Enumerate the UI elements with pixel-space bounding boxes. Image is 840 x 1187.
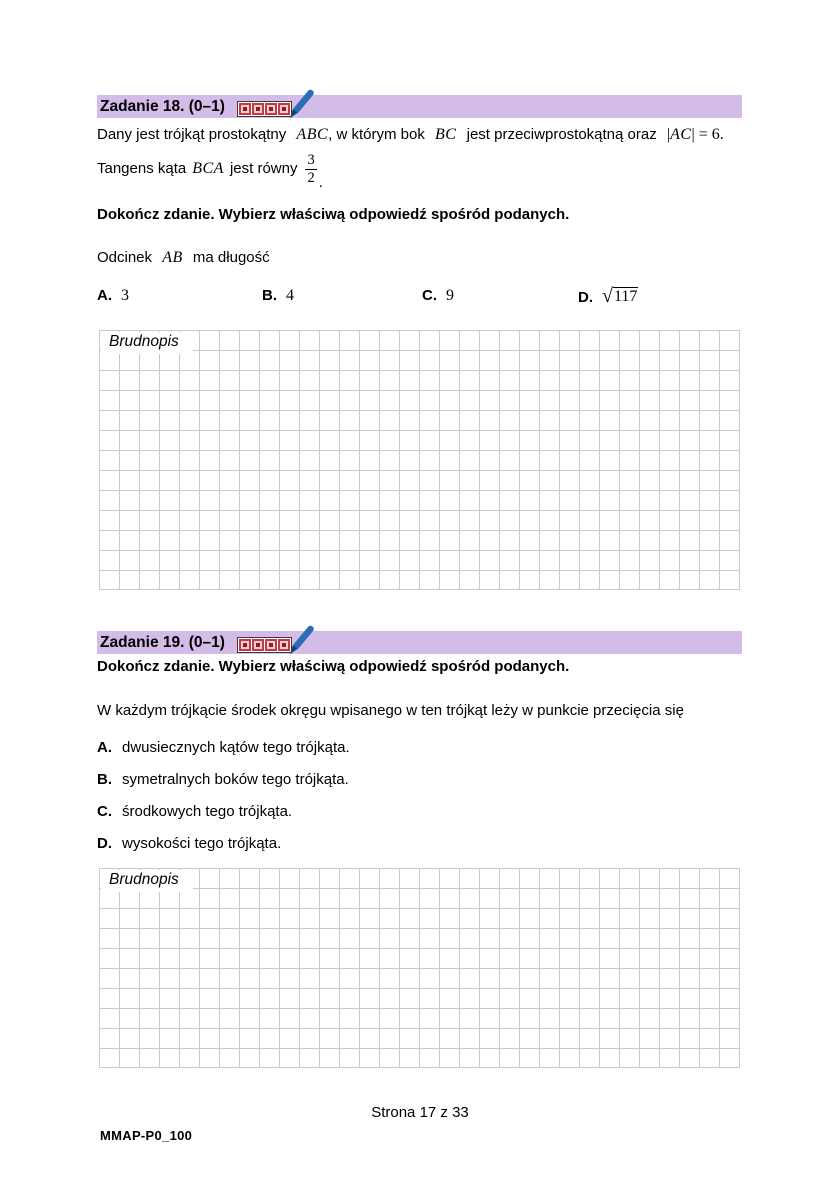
answer-option-c	[422, 287, 454, 305]
option-label: D.	[97, 835, 112, 852]
task19-statement: W każdym trójkącie środek okręgu wpisanego w ten trójkąt leży w punkcie przecięcia się	[97, 702, 684, 719]
answer-label: A.	[97, 287, 112, 304]
answer-boxes-icon	[237, 101, 292, 117]
task19-title: Zadanie 19. (0–1)	[100, 634, 225, 651]
fraction-numerator: 3	[307, 151, 315, 168]
option-text: środkowych tego trójkąta.	[122, 803, 293, 820]
task18-scratchpad-grid	[99, 330, 740, 590]
option-text: symetralnych boków tego trójkąta.	[122, 771, 349, 788]
pen-icon	[287, 624, 314, 657]
option-text: wysokości tego trójkąta.	[122, 835, 282, 852]
option-d	[97, 835, 281, 852]
task19-header-bar	[97, 631, 742, 654]
radicand: 117	[613, 288, 638, 305]
square-root-expression	[602, 287, 638, 305]
task19-scratchpad-grid	[99, 868, 740, 1068]
answer-boxes-icon	[237, 637, 292, 653]
text-segment: jest równy	[229, 160, 298, 177]
math-fraction	[305, 152, 316, 186]
math-var-ac: AC	[670, 126, 692, 143]
answer-option-d	[578, 287, 638, 306]
option-c	[97, 803, 292, 820]
task18-title: Zadanie 18. (0–1)	[100, 98, 225, 115]
text-segment: .	[318, 174, 323, 191]
task18-statement-line2	[97, 150, 757, 191]
answer-sheet-pen-icon	[237, 88, 314, 121]
text-segment: Odcinek	[97, 249, 157, 266]
math-var-bc: BC	[435, 126, 457, 143]
math-var-bca: BCA	[192, 160, 224, 177]
task18-instruction: Dokończ zdanie. Wybierz właściwą odpowiedź spośród podanych.	[97, 206, 570, 223]
task18-statement-line1	[97, 125, 757, 145]
text-segment: jest przeciwprostokątną oraz	[462, 126, 661, 143]
math-var-ab: AB	[162, 249, 183, 266]
task19-instruction: Dokończ zdanie. Wybierz właściwą odpowiedź spośród podanych.	[97, 658, 570, 675]
answer-value: 4	[286, 287, 294, 304]
scratchpad-label: Brudnopis	[101, 332, 193, 354]
answer-option-a	[97, 287, 129, 305]
task18-answer-row	[97, 287, 757, 317]
radical-sign: √	[602, 285, 613, 307]
answer-sheet-pen-icon	[237, 624, 314, 657]
option-label: B.	[97, 771, 112, 788]
math-abs-open: |	[666, 126, 671, 143]
answer-label: C.	[422, 287, 437, 304]
math-var-abc: ABC	[296, 126, 329, 143]
task18-header-bar	[97, 95, 742, 118]
answer-label: B.	[262, 287, 277, 304]
option-text: dwusiecznych kątów tego trójkąta.	[122, 739, 350, 756]
task18-question	[97, 248, 757, 268]
option-b	[97, 771, 349, 788]
answer-label: D.	[578, 289, 593, 306]
text-segment: ma długość	[188, 249, 270, 266]
pen-icon	[287, 88, 314, 121]
text-segment: Tangens kąta	[97, 160, 187, 177]
answer-value: 9	[446, 287, 454, 304]
math-abs-close: | = 6.	[691, 126, 724, 143]
text-segment: Dany jest trójkąt prostokątny	[97, 126, 291, 143]
document-code: MMAP-P0_100	[100, 1128, 193, 1143]
option-a	[97, 739, 350, 756]
answer-value: 3	[121, 287, 129, 304]
option-label: A.	[97, 739, 112, 756]
answer-option-b	[262, 287, 294, 305]
page-number: Strona 17 z 33	[371, 1104, 469, 1121]
option-label: C.	[97, 803, 112, 820]
text-segment: , w którym bok	[328, 126, 429, 143]
scratchpad-label: Brudnopis	[101, 870, 193, 892]
fraction-denominator: 2	[307, 169, 315, 186]
